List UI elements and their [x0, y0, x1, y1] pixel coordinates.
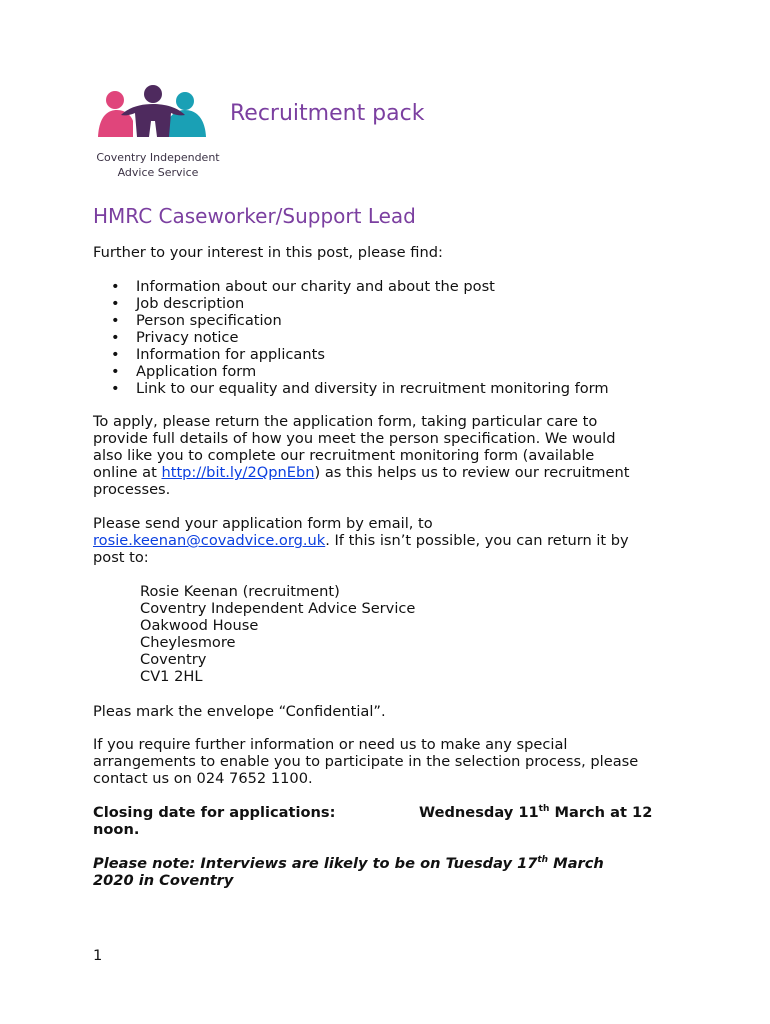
organisation-logo: [93, 85, 223, 180]
apply-line: [93, 464, 693, 481]
send-paragraph: [93, 515, 693, 566]
monitoring-form-link[interactable]: http://bit.ly/2QpnEbn: [161, 464, 315, 481]
envelope-note: Pleas mark the envelope “Confidential”.: [93, 703, 386, 720]
list-item-text: Privacy notice: [136, 329, 239, 346]
list-item: [93, 346, 693, 363]
closing-date-label: Closing date for applications:: [93, 804, 336, 821]
page-number: 1: [93, 947, 103, 964]
address-line: Coventry: [140, 651, 207, 668]
list-item: [93, 363, 693, 380]
apply-line: provide full details of how you meet the person specification. We would: [93, 430, 616, 447]
list-item-text: Person specification: [136, 312, 282, 329]
bullet-icon: •: [111, 346, 120, 363]
address-line: Oakwood House: [140, 617, 259, 634]
bullet-icon: •: [111, 295, 120, 312]
apply-line-prefix: online at: [93, 464, 162, 481]
intro-text: Further to your interest in this post, please find:: [93, 244, 443, 261]
list-item: [93, 380, 693, 397]
bullet-icon: •: [111, 380, 120, 397]
interviews-line: [93, 855, 693, 872]
bullet-icon: •: [111, 329, 120, 346]
send-line: post to:: [93, 549, 149, 566]
organisation-name-line1: Coventry Independent: [96, 151, 220, 164]
interviews-prefix: Please note: Interviews are likely to be on Tuesday 17: [93, 855, 538, 872]
enclosures-list: [93, 278, 693, 397]
send-line: Please send your application form by email, to: [93, 515, 433, 532]
further-info-paragraph: [93, 736, 693, 787]
address-line: Cheylesmore: [140, 634, 236, 651]
further-info-line: arrangements to enable you to participate in the selection process, please: [93, 753, 639, 770]
closing-date-day: Wednesday 11: [419, 804, 539, 821]
pack-title: Recruitment pack: [230, 101, 425, 126]
list-item: [93, 278, 693, 295]
list-item: [93, 329, 693, 346]
list-item-text: Information for applicants: [136, 346, 325, 363]
address-line: Coventry Independent Advice Service: [140, 600, 416, 617]
interviews-suffix: March: [548, 855, 604, 872]
address-line: Rosie Keenan (recruitment): [140, 583, 340, 600]
people-logo-icon: [93, 85, 223, 147]
closing-date-value: [419, 804, 652, 821]
list-item-text: Job description: [136, 295, 245, 312]
interviews-note: [93, 855, 693, 889]
postal-address: [140, 583, 415, 685]
apply-line-suffix: ) as this helps us to review our recruitment: [314, 464, 630, 481]
send-line-suffix: . If this isn’t possible, you can return it by: [325, 532, 629, 549]
list-item: [93, 295, 693, 312]
interviews-line: 2020 in Coventry: [93, 872, 234, 889]
bullet-icon: •: [111, 363, 120, 380]
apply-line: To apply, please return the application form, taking particular care to: [93, 413, 598, 430]
closing-date: [93, 804, 693, 838]
list-item-text: Application form: [136, 363, 257, 380]
apply-paragraph: [93, 413, 693, 498]
send-line: [93, 532, 693, 549]
organisation-name: [93, 150, 223, 180]
email-link[interactable]: rosie.keenan@covadvice.org.uk: [93, 532, 326, 549]
apply-line: also like you to complete our recruitment monitoring form (available: [93, 447, 595, 464]
closing-date-line2: noon.: [93, 821, 140, 838]
apply-line: processes.: [93, 481, 171, 498]
bullet-icon: •: [111, 312, 120, 329]
closing-date-rest: March at 12: [549, 804, 653, 821]
post-title: HMRC Caseworker/Support Lead: [93, 204, 416, 228]
further-info-line: contact us on 024 7652 1100.: [93, 770, 313, 787]
list-item: [93, 312, 693, 329]
closing-date-ordinal: th: [538, 804, 550, 815]
address-line: CV1 2HL: [140, 668, 203, 685]
further-info-line: If you require further information or need us to make any special: [93, 736, 568, 753]
list-item-text: Link to our equality and diversity in recruitment monitoring form: [136, 380, 609, 397]
bullet-icon: •: [111, 278, 120, 295]
organisation-name-line2: Advice Service: [117, 166, 199, 179]
interviews-ordinal: th: [537, 855, 549, 866]
list-item-text: Information about our charity and about the post: [136, 278, 495, 295]
